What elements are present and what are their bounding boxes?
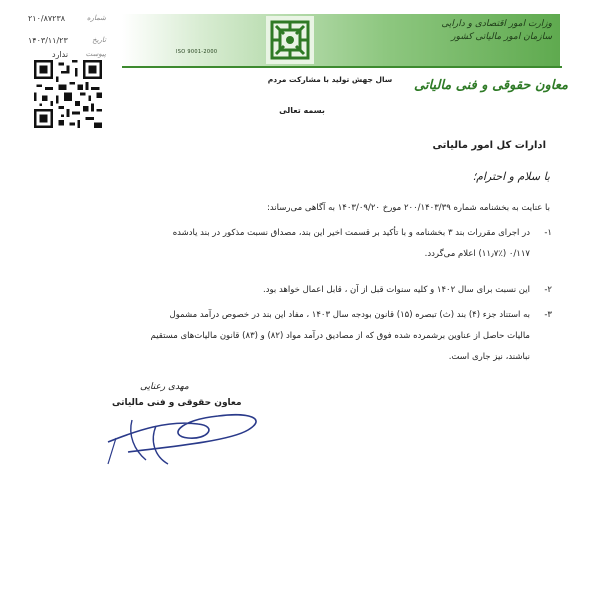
item-line: به استناد جزء (۴) بند (ث) تبصره (۱۵) قانون بودجه سال ۱۴۰۳ ، مفاد این بند در خصوص درآمد مشمول [169, 310, 530, 320]
basmala: بسمه تعالی [279, 106, 325, 115]
list-item [42, 305, 552, 368]
attachment-value: ندارد [52, 50, 69, 59]
attachment-label: پیوست [85, 50, 106, 58]
signatory-name: مهدی رعنایی [140, 382, 189, 392]
item-line: در اجرای مقررات بند ۳ بخشنامه و با تأکید بر قسمت اخیر این بند، مصداق نسبت مذکور در بند یادشده [172, 228, 530, 238]
header-divider [122, 66, 562, 68]
item-line: مالیات حاصل از عناوین برشمرده شده فوق که از مصادیق درآمد مواد (۸۲) و (۸۳) قانون مالیات‌های مستقیم [150, 331, 530, 341]
iso-certificate: ISO 9001-2000 [176, 49, 218, 55]
date-label: تاریخ [92, 36, 106, 44]
number-label: شماره [86, 14, 106, 22]
item-number: ۱- [544, 228, 552, 238]
deputy-title: معاون حقوقی و فنی مالیاتی [414, 78, 568, 93]
item-line: نباشند، نیز جاری است. [448, 352, 530, 362]
intro-paragraph: با عنایت به بخشنامه شماره ۲۰۰/۱۴۰۳/۳۹ مورخ ۱۴۰۳/۰۹/۲۰ به آگاهی می‌رساند: [266, 203, 550, 213]
ministry-line-1: وزارت امور اقتصادی و دارایی [441, 19, 552, 29]
ministry-line-2: سازمان امور مالیاتی کشور [451, 32, 552, 42]
signatory-title: معاون حقوقی و فنی مالیاتی [112, 398, 242, 408]
qr-code-icon [34, 60, 102, 128]
year-slogan: سال جهش تولید با مشارکت مردم [267, 75, 393, 84]
letter-date [28, 36, 106, 48]
item-line: ۰/۱۱۷ (۱۱٫۷٪) اعلام می‌گردد. [424, 249, 530, 259]
item-number: ۲- [544, 285, 552, 295]
list-item [42, 223, 552, 265]
list-item [42, 280, 552, 301]
greeting: با سلام و احترام؛ [472, 170, 550, 183]
letter-number [28, 14, 106, 26]
tax-organization-logo-icon [266, 16, 314, 64]
ministry-name [412, 18, 552, 44]
recipient: ادارات کل امور مالیاتی [432, 140, 546, 151]
number-value: ۲۱۰/۸۷۲۳۸ [28, 14, 66, 23]
item-number: ۳- [544, 310, 552, 320]
item-line: این نسبت برای سال ۱۴۰۲ و کلیه سنوات قبل از آن ، قابل اعمال خواهد بود. [263, 285, 530, 295]
date-value: ۱۴۰۳/۱۱/۲۳ [28, 36, 68, 45]
